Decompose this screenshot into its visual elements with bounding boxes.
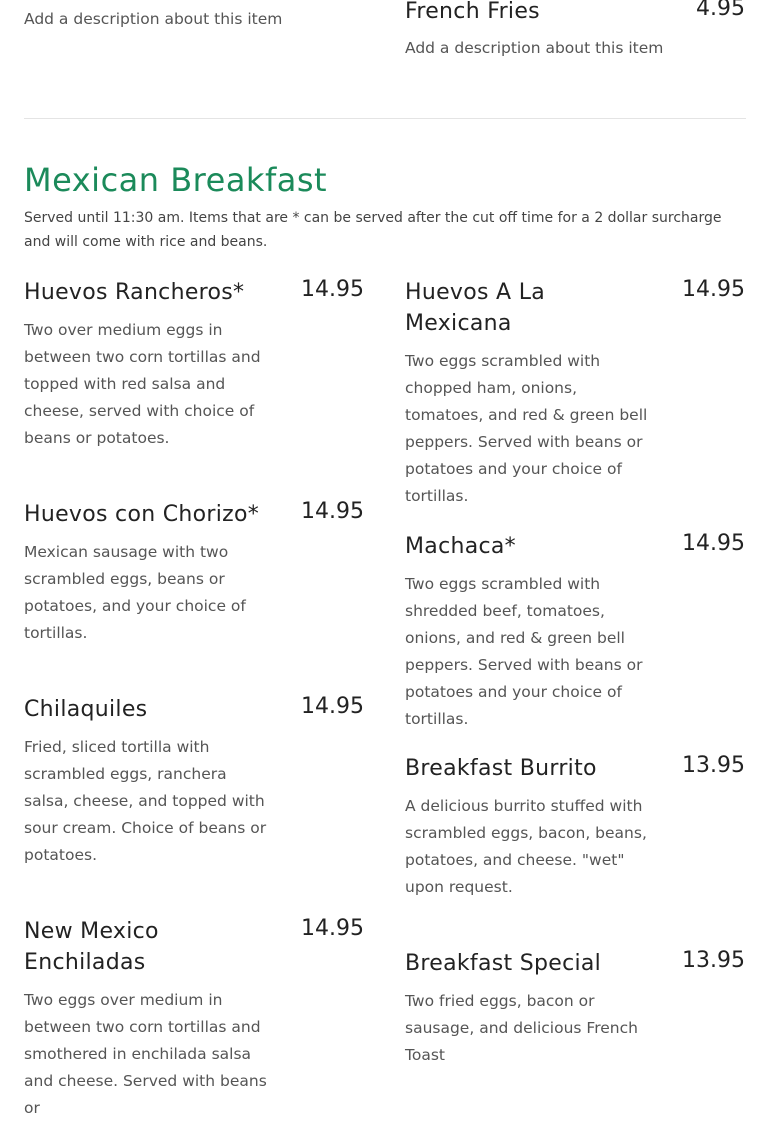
item-description-breakfast-special: Two fried eggs, bacon or sausage, and delicious French Toast [405, 992, 638, 1064]
item-title-huevos-rancheros: Huevos Rancheros* [24, 280, 245, 305]
item-title-breakfast-special: Breakfast Special [405, 951, 602, 976]
item-title-huevos-a-la-mexicana: Huevos A La Mexicana [405, 280, 546, 336]
item-title-breakfast-burrito: Breakfast Burrito [405, 756, 597, 781]
item-description-breakfast-burrito: A delicious burrito stuffed with scrambled eggs, bacon, beans, potatoes, and cheese. "wet" upon request. [405, 797, 647, 896]
item-title-machaca: Machaca* [405, 534, 516, 559]
item-description: Add a description about this item [24, 10, 283, 28]
item-description-huevos-rancheros: Two over medium eggs in between two corn tortillas and topped with red salsa and cheese, served with choice of beans or potatoes. [24, 321, 261, 447]
item-description-new-mexico-enchiladas: Two eggs over medium in between two corn tortillas and smothered in enchilada salsa and cheese. Served with beans or [24, 991, 267, 1117]
section-description: Served until 11:30 am. Items that are * can be served after the cut off time for a 2 dollar surcharge and will come with rice and beans. [24, 210, 722, 250]
item-price-machaca: 14.95 [682, 531, 745, 556]
item-price-breakfast-burrito: 13.95 [682, 753, 745, 778]
item-description-huevos-con-chorizo: Mexican sausage with two scrambled eggs, beans or potatoes, and your choice of tortillas. [24, 543, 246, 642]
item-price-huevos-a-la-mexicana: 14.95 [682, 277, 745, 302]
item-price-huevos-con-chorizo: 14.95 [301, 499, 364, 524]
item-price-french-fries: 4.95 [696, 0, 745, 21]
item-title-huevos-con-chorizo: Huevos con Chorizo* [24, 502, 260, 527]
item-title-french-fries: French Fries [405, 0, 540, 24]
section-divider [24, 118, 746, 119]
item-title-new-mexico-enchiladas: New Mexico Enchiladas [24, 919, 159, 975]
item-description-french-fries: Add a description about this item [405, 39, 664, 57]
item-price-huevos-rancheros: 14.95 [301, 277, 364, 302]
item-title-chilaquiles: Chilaquiles [24, 697, 148, 722]
item-price-breakfast-special: 13.95 [682, 948, 745, 973]
section-title: Mexican Breakfast [24, 161, 328, 199]
item-description-machaca: Two eggs scrambled with shredded beef, tomatoes, onions, and red & green bell peppers. Served with beans or potatoes and your choice of tortillas. [405, 575, 643, 728]
item-price-chilaquiles: 14.95 [301, 694, 364, 719]
item-description-huevos-a-la-mexicana: Two eggs scrambled with chopped ham, onions, tomatoes, and red & green bell peppers. Served with beans or potatoes and your choice of tortillas. [405, 352, 648, 505]
item-description-chilaquiles: Fried, sliced tortilla with scrambled eggs, ranchera salsa, cheese, and topped with sour cream. Choice of beans or potatoes. [24, 738, 267, 864]
item-price-new-mexico-enchiladas: 14.95 [301, 916, 364, 941]
